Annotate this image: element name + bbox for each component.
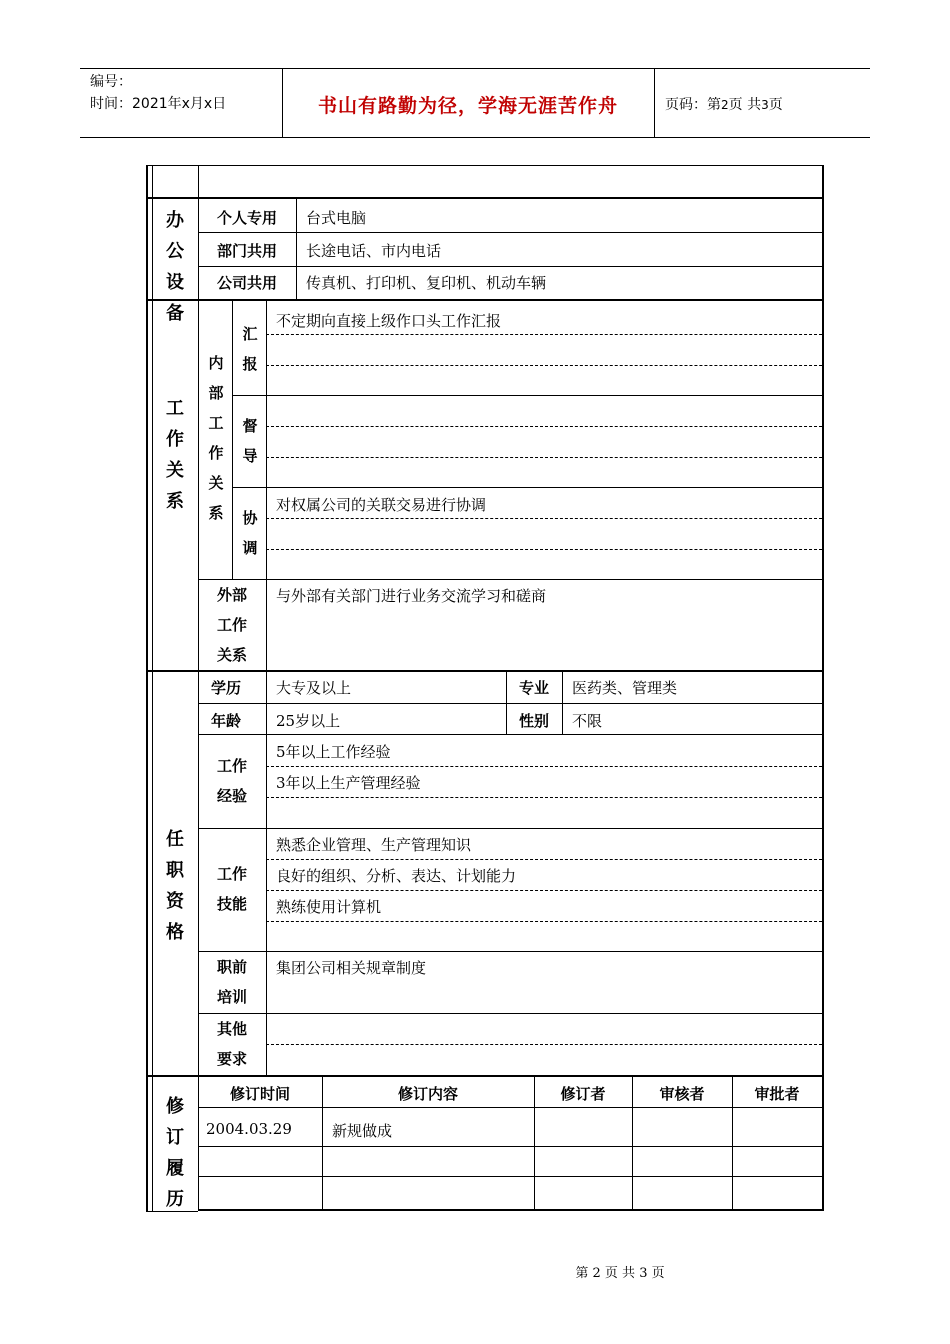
border-top — [146, 165, 824, 166]
page-prefix: 页码：第 — [665, 97, 721, 113]
qualifications-label — [152, 824, 198, 948]
dashed-line — [266, 518, 822, 519]
revision-content: 新规做成 — [332, 1122, 393, 1140]
row-divider — [198, 1107, 822, 1108]
supervise-label — [236, 411, 264, 471]
work-relations-label — [152, 393, 198, 517]
equipment-value: 台式电脑 — [306, 209, 367, 227]
page-suffix: 页 — [768, 97, 783, 113]
col-divider — [266, 301, 267, 671]
major-value: 医药类、管理类 — [572, 679, 678, 697]
row-divider — [198, 579, 822, 580]
equipment-type: 公司共用 — [216, 274, 277, 292]
revision-history-label — [152, 1091, 198, 1215]
skills-line: 熟练使用计算机 — [276, 898, 382, 916]
header-divider — [654, 69, 655, 137]
report-label — [236, 319, 264, 379]
equipment-type: 部门共用 — [216, 242, 277, 260]
skills-label — [202, 859, 262, 919]
page-total: 3 — [761, 98, 769, 112]
equipment-value: 长途电话、市内电话 — [306, 242, 442, 260]
row-divider — [198, 828, 822, 829]
dashed-line — [266, 1044, 822, 1045]
training-value: 集团公司相关规章制度 — [276, 959, 427, 977]
equipment-type: 个人专用 — [216, 209, 277, 227]
dashed-line — [266, 365, 822, 366]
border-right — [822, 165, 824, 1211]
dashed-line — [266, 859, 822, 860]
dashed-line — [266, 766, 822, 767]
header-page-info — [665, 94, 783, 114]
job-description-form — [146, 165, 824, 1211]
row-divider — [198, 266, 824, 267]
dashed-line — [266, 334, 822, 335]
education-label: 学历 — [210, 679, 241, 697]
experience-label — [202, 751, 262, 811]
dashed-line — [266, 549, 822, 550]
major-label: 专业 — [518, 679, 549, 697]
page-mid: 页 共 — [728, 97, 762, 113]
row-divider — [198, 951, 822, 952]
revision-history-label-text: 修订履历 — [166, 1096, 184, 1210]
internal-relations-label — [204, 348, 228, 528]
revision-header-reviewer: 审核者 — [659, 1085, 705, 1103]
experience-line: 3年以上生产管理经验 — [276, 774, 421, 792]
skills-line: 熟悉企业管理、生产管理知识 — [276, 836, 472, 854]
internal-relations-label-text: 内部工作关系 — [208, 354, 224, 522]
row-divider — [198, 1146, 822, 1147]
dashed-line — [266, 890, 822, 891]
training-label — [202, 952, 262, 1012]
page-footer: 第 2 页 共 3 页 — [575, 1266, 665, 1281]
education-value: 大专及以上 — [276, 679, 352, 697]
header-motto: 书山有路勤为径，学海无涯苦作舟 — [317, 95, 618, 117]
row-divider — [198, 1013, 822, 1014]
other-requirements-label-text: 其他要求 — [216, 1020, 247, 1068]
revision-header-time: 修订时间 — [229, 1085, 290, 1103]
dashed-line — [266, 457, 822, 458]
row-divider — [198, 734, 822, 735]
report-value: 不定期向直接上级作口头工作汇报 — [276, 312, 502, 330]
work-relations-label-text: 工作关系 — [166, 398, 184, 512]
revision-header-reviser: 修订者 — [560, 1085, 606, 1103]
row-divider — [146, 197, 824, 199]
row-divider — [198, 703, 822, 704]
row-divider — [198, 1176, 822, 1177]
document-date: 时间：2021年x月x日 — [90, 96, 227, 112]
office-equipment-label-text: 办公设备 — [166, 210, 184, 324]
row-divider — [232, 395, 822, 396]
gender-value: 不限 — [572, 712, 603, 730]
document-number-label: 编号： — [90, 74, 132, 90]
page-current: 2 — [721, 98, 729, 112]
experience-line: 5年以上工作经验 — [276, 743, 391, 761]
office-equipment-label — [152, 205, 198, 329]
revision-header-content: 修订内容 — [397, 1085, 458, 1103]
section-divider — [146, 670, 824, 672]
external-relations-value: 与外部有关部门进行业务交流学习和磋商 — [276, 587, 547, 605]
coordinate-value: 对权属公司的关联交易进行协调 — [276, 496, 487, 514]
age-label: 年龄 — [210, 712, 241, 730]
external-relations-label — [202, 580, 262, 670]
border-left — [146, 165, 148, 1211]
section-divider — [146, 1075, 824, 1077]
section-divider — [146, 299, 824, 301]
training-label-text: 职前培训 — [216, 958, 247, 1006]
report-label-text: 汇报 — [242, 325, 258, 373]
coordinate-label-text: 协调 — [242, 509, 258, 557]
col-divider — [232, 301, 233, 579]
age-value: 25岁以上 — [276, 712, 341, 730]
dashed-line — [266, 921, 822, 922]
col-divider — [296, 197, 297, 299]
header-meta — [90, 71, 226, 115]
experience-label-text: 工作经验 — [216, 757, 247, 805]
revision-header-approver: 审批者 — [754, 1085, 800, 1103]
gender-label: 性别 — [518, 712, 549, 730]
qualifications-label-text: 任职资格 — [166, 829, 184, 943]
col-divider — [266, 672, 267, 1075]
revision-date: 2004.03.29 — [206, 1120, 292, 1138]
equipment-value: 传真机、打印机、复印机、机动车辆 — [306, 274, 547, 292]
coordinate-label — [236, 503, 264, 563]
supervise-label-text: 督导 — [242, 417, 258, 465]
other-requirements-label — [202, 1014, 262, 1074]
dashed-line — [266, 797, 822, 798]
skills-line: 良好的组织、分析、表达、计划能力 — [276, 867, 517, 885]
skills-label-text: 工作技能 — [216, 865, 247, 913]
row-divider — [198, 232, 824, 233]
dashed-line — [266, 426, 822, 427]
external-relations-label-text: 外部工作关系 — [216, 586, 247, 664]
border-bottom — [198, 1209, 824, 1211]
page-header — [80, 68, 870, 138]
row-divider — [232, 487, 822, 488]
